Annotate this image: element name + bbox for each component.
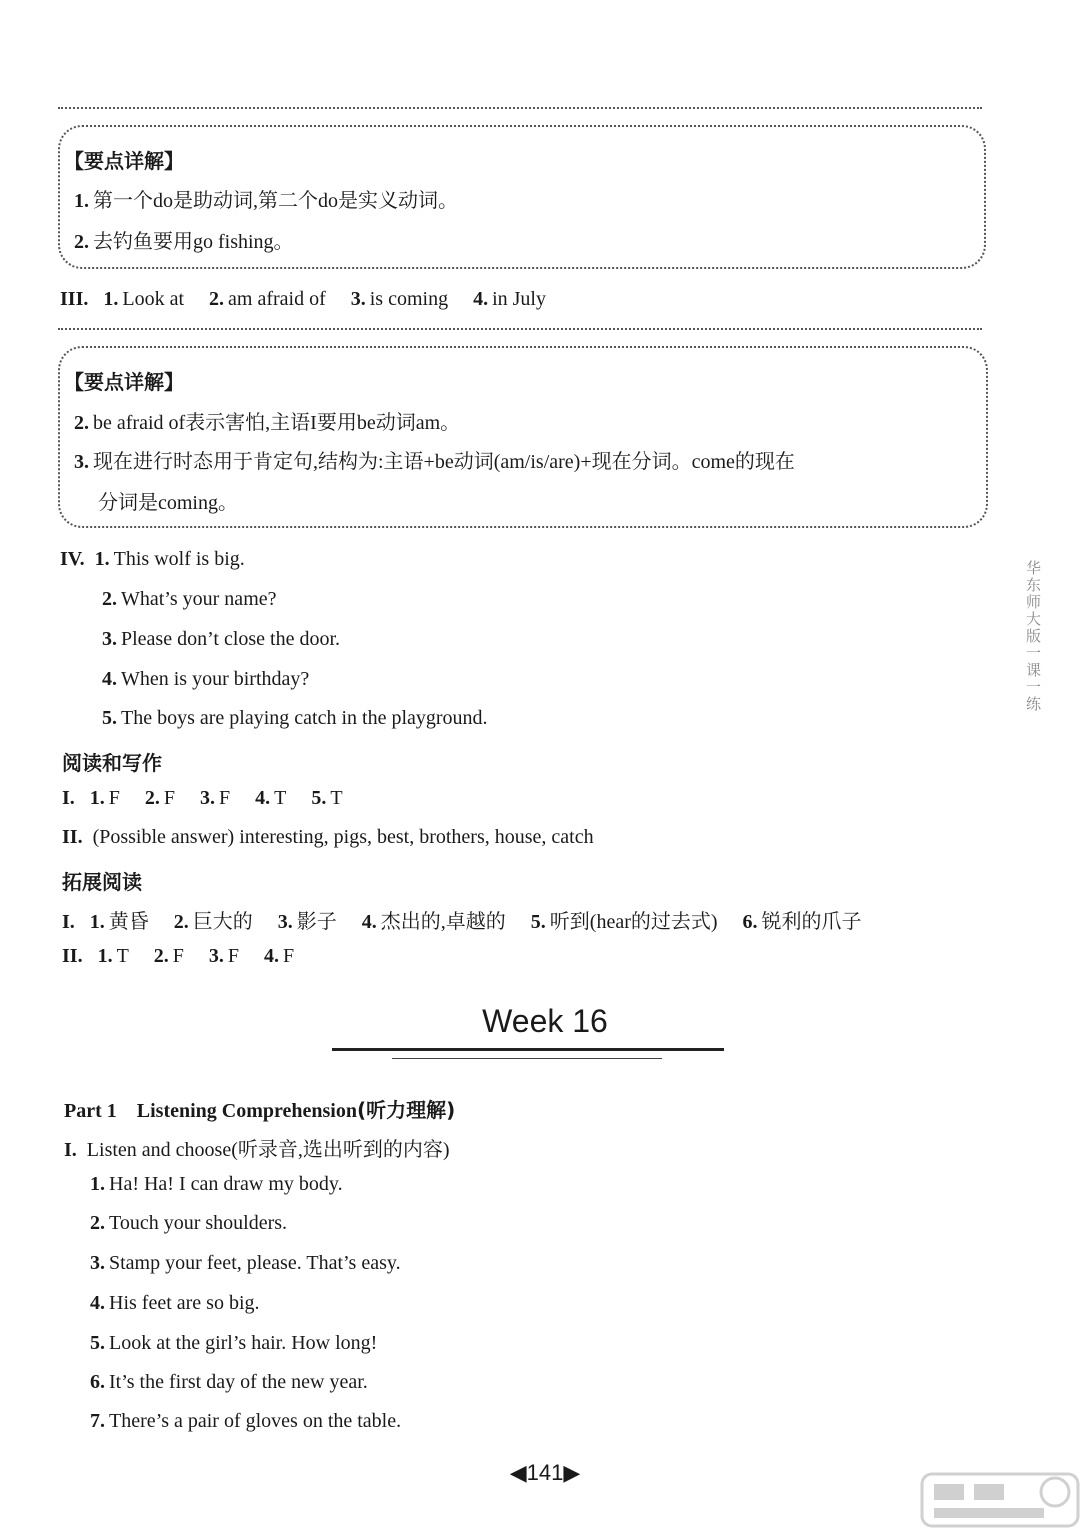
section-iv-answer: 4. When is your birthday? (102, 668, 310, 690)
key-point-item: 3. 现在进行时态用于肯定句,结构为:主语+be动词(am/is/are)+现在分词。come的现在 (74, 451, 795, 473)
week-title: Week 16 (482, 1003, 608, 1039)
listening-item: 7. There’s a pair of gloves on the table. (90, 1410, 402, 1432)
reading-i-answers: I. 1. F 2. F 3. F 4. T 5. T (62, 787, 343, 809)
listening-item: 5. Look at the girl’s hair. How long! (90, 1332, 378, 1354)
extended-ii-answers: II. 1. T 2. F 3. F 4. F (62, 945, 295, 967)
part-1-heading: Part 1 Listening Comprehension(听力理解) (64, 1098, 456, 1122)
week-rule-thin (392, 1058, 662, 1059)
extended-i-answers: I. 1. 黄昏 2. 巨大的 3. 影子 4. 杰出的,卓越的 5. 听到(hear的过去式) 6. 锐利的爪子 (62, 911, 862, 933)
divider-top (58, 107, 982, 109)
reading-writing-heading: 阅读和写作 (62, 751, 162, 775)
key-points-title-2: 【要点详解】 (64, 370, 184, 394)
part-1-i-instruction: I. Listen and choose(听录音,选出听到的内容) (64, 1139, 450, 1161)
section-iv-answer: IV. 1. This wolf is big. (60, 548, 245, 570)
section-iv-answer: 2. What’s your name? (102, 588, 277, 610)
listening-item: 2. Touch your shoulders. (90, 1212, 288, 1234)
section-iv-answer: 5. The boys are playing catch in the playground. (102, 707, 488, 729)
watermark-logo (920, 1470, 1080, 1530)
section-iv-answer: 3. Please don’t close the door. (102, 628, 341, 650)
listening-item: 4. His feet are so big. (90, 1292, 260, 1314)
key-point-item: 2. be afraid of表示害怕,主语I要用be动词am。 (74, 412, 461, 434)
divider-middle (58, 328, 982, 330)
key-point-item: 1. 第一个do是助动词,第二个do是实义动词。 (74, 190, 458, 212)
section-iii-answers: III. 1. Look at 2. am afraid of 3. is coming 4. in July (60, 288, 546, 310)
key-point-item-continued: 分词是coming。 (98, 492, 238, 514)
key-points-title-1: 【要点详解】 (64, 149, 184, 173)
week-rule-thick (332, 1048, 724, 1051)
page-number: ◀141▶ (509, 1460, 581, 1485)
key-point-item: 2. 去钓鱼要用go fishing。 (74, 231, 294, 253)
extended-reading-heading: 拓展阅读 (62, 870, 142, 894)
reading-ii-answers: II. (Possible answer) interesting, pigs, best, brothers, house, catch (62, 826, 594, 848)
side-book-title: 华东师大版一课一练 (1024, 560, 1042, 713)
listening-item: 6. It’s the first day of the new year. (90, 1371, 368, 1393)
listening-item: 1. Ha! Ha! I can draw my body. (90, 1173, 343, 1195)
listening-item: 3. Stamp your feet, please. That’s easy. (90, 1252, 401, 1274)
